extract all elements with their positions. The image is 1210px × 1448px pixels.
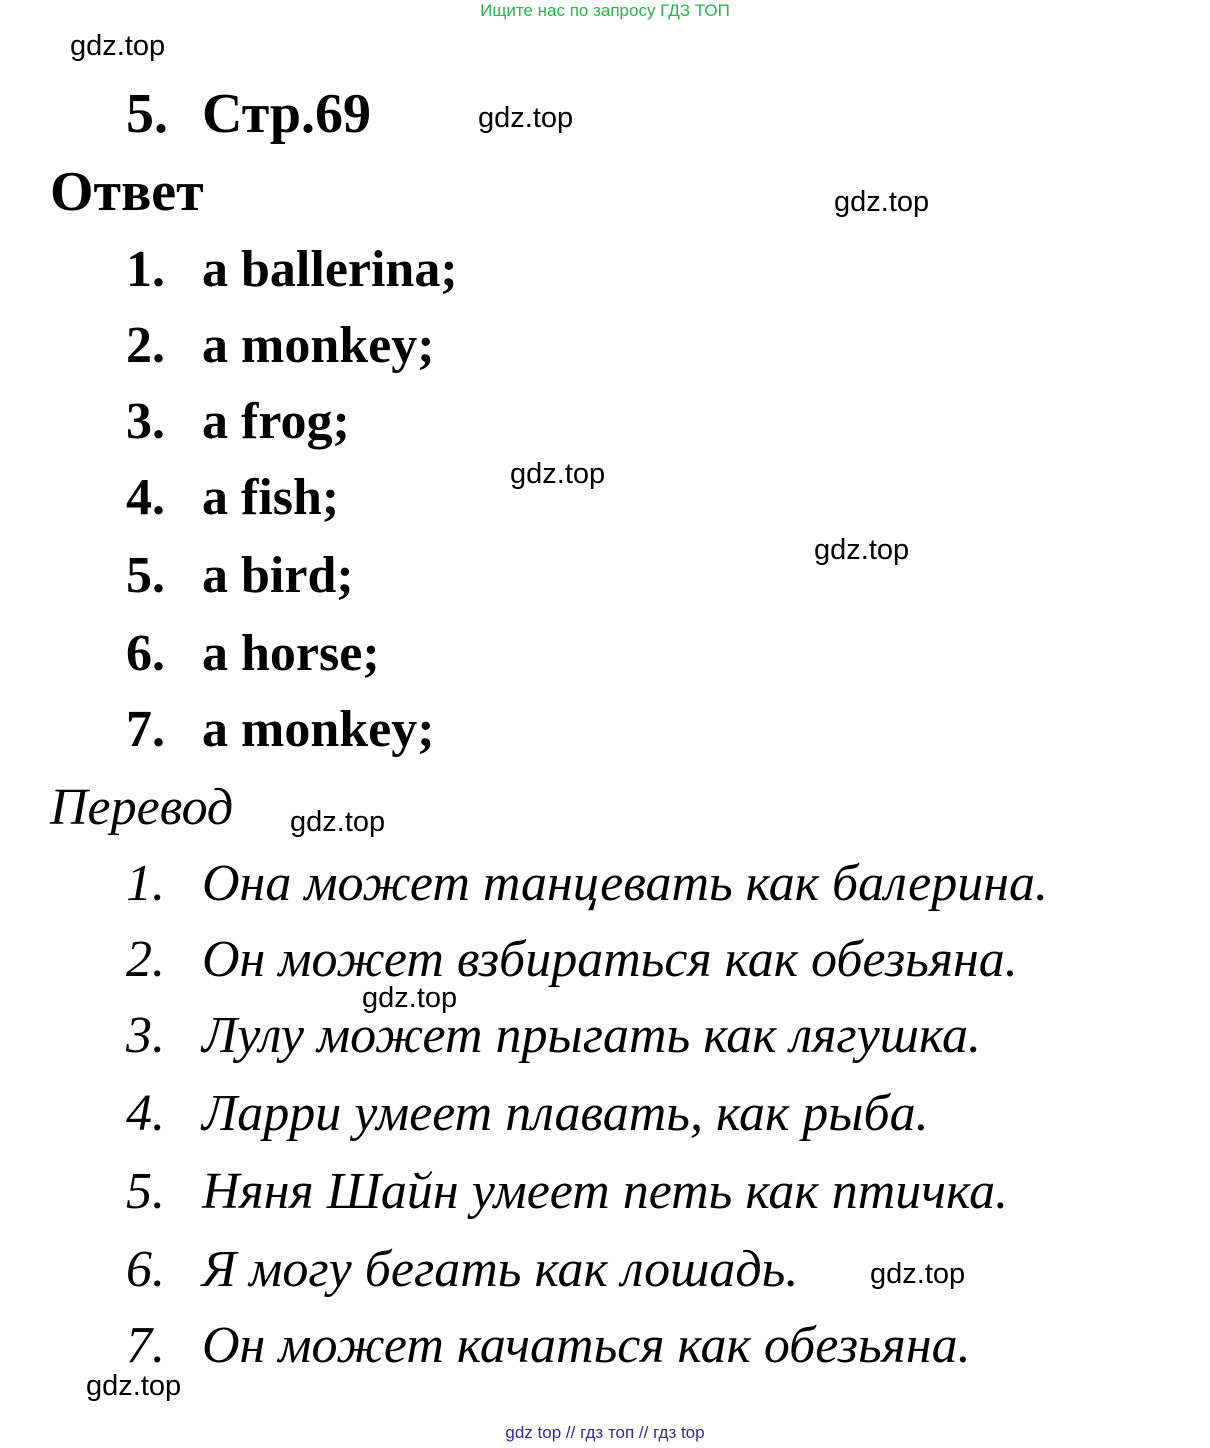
translation-number: 1.: [126, 855, 165, 912]
answer-text: a monkey;: [202, 317, 435, 374]
answer-text: a horse;: [202, 625, 380, 682]
answer-number: 3.: [126, 393, 165, 450]
top-banner: Ищите нас по запросу ГДЗ ТОП: [480, 1, 730, 20]
translation-text: Я могу бегать как лошадь.: [202, 1241, 799, 1298]
watermark: gdz.top: [510, 458, 606, 490]
answer-number: 6.: [126, 625, 165, 682]
watermark: gdz.top: [70, 30, 166, 62]
watermark: gdz.top: [870, 1258, 966, 1290]
footer-links: gdz top // гдз топ // гдз top: [505, 1423, 705, 1442]
answer-text: a fish;: [202, 469, 340, 526]
translation-text: Няня Шайн умеет петь как птичка.: [202, 1163, 1009, 1220]
translation-text: Он может взбираться как обезьяна.: [202, 931, 1018, 988]
translation-text: Ларри умеет плавать, как рыба.: [202, 1085, 929, 1142]
answer-number: 2.: [126, 317, 165, 374]
watermark: gdz.top: [86, 1370, 182, 1402]
watermark: gdz.top: [362, 982, 458, 1014]
watermark: gdz.top: [478, 102, 574, 134]
translation-number: 3.: [126, 1007, 165, 1064]
translation-text: Он может качаться как обезьяна.: [202, 1317, 971, 1374]
watermark: gdz.top: [834, 186, 930, 218]
watermark: gdz.top: [290, 806, 386, 838]
task-number: 5.: [126, 83, 168, 145]
answer-text: a frog;: [202, 393, 350, 450]
page-ref: Стр.69: [202, 83, 372, 145]
answer-number: 5.: [126, 547, 165, 604]
answer-text: a ballerina;: [202, 241, 458, 298]
answer-text: a bird;: [202, 547, 354, 604]
translation-title: Перевод: [50, 779, 234, 836]
translation-text: Лулу может прыгать как лягушка.: [202, 1007, 982, 1064]
watermark: gdz.top: [814, 534, 910, 566]
translation-number: 2.: [126, 931, 165, 988]
answer-number: 1.: [126, 241, 165, 298]
translation-text: Она может танцевать как балерина.: [202, 855, 1049, 912]
answer-text: a monkey;: [202, 701, 435, 758]
translation-number: 7.: [126, 1317, 165, 1374]
answer-title: Ответ: [50, 161, 204, 223]
translation-number: 6.: [126, 1241, 165, 1298]
answer-number: 4.: [126, 469, 165, 526]
translation-number: 5.: [126, 1163, 165, 1220]
answer-number: 7.: [126, 701, 165, 758]
translation-number: 4.: [126, 1085, 165, 1142]
